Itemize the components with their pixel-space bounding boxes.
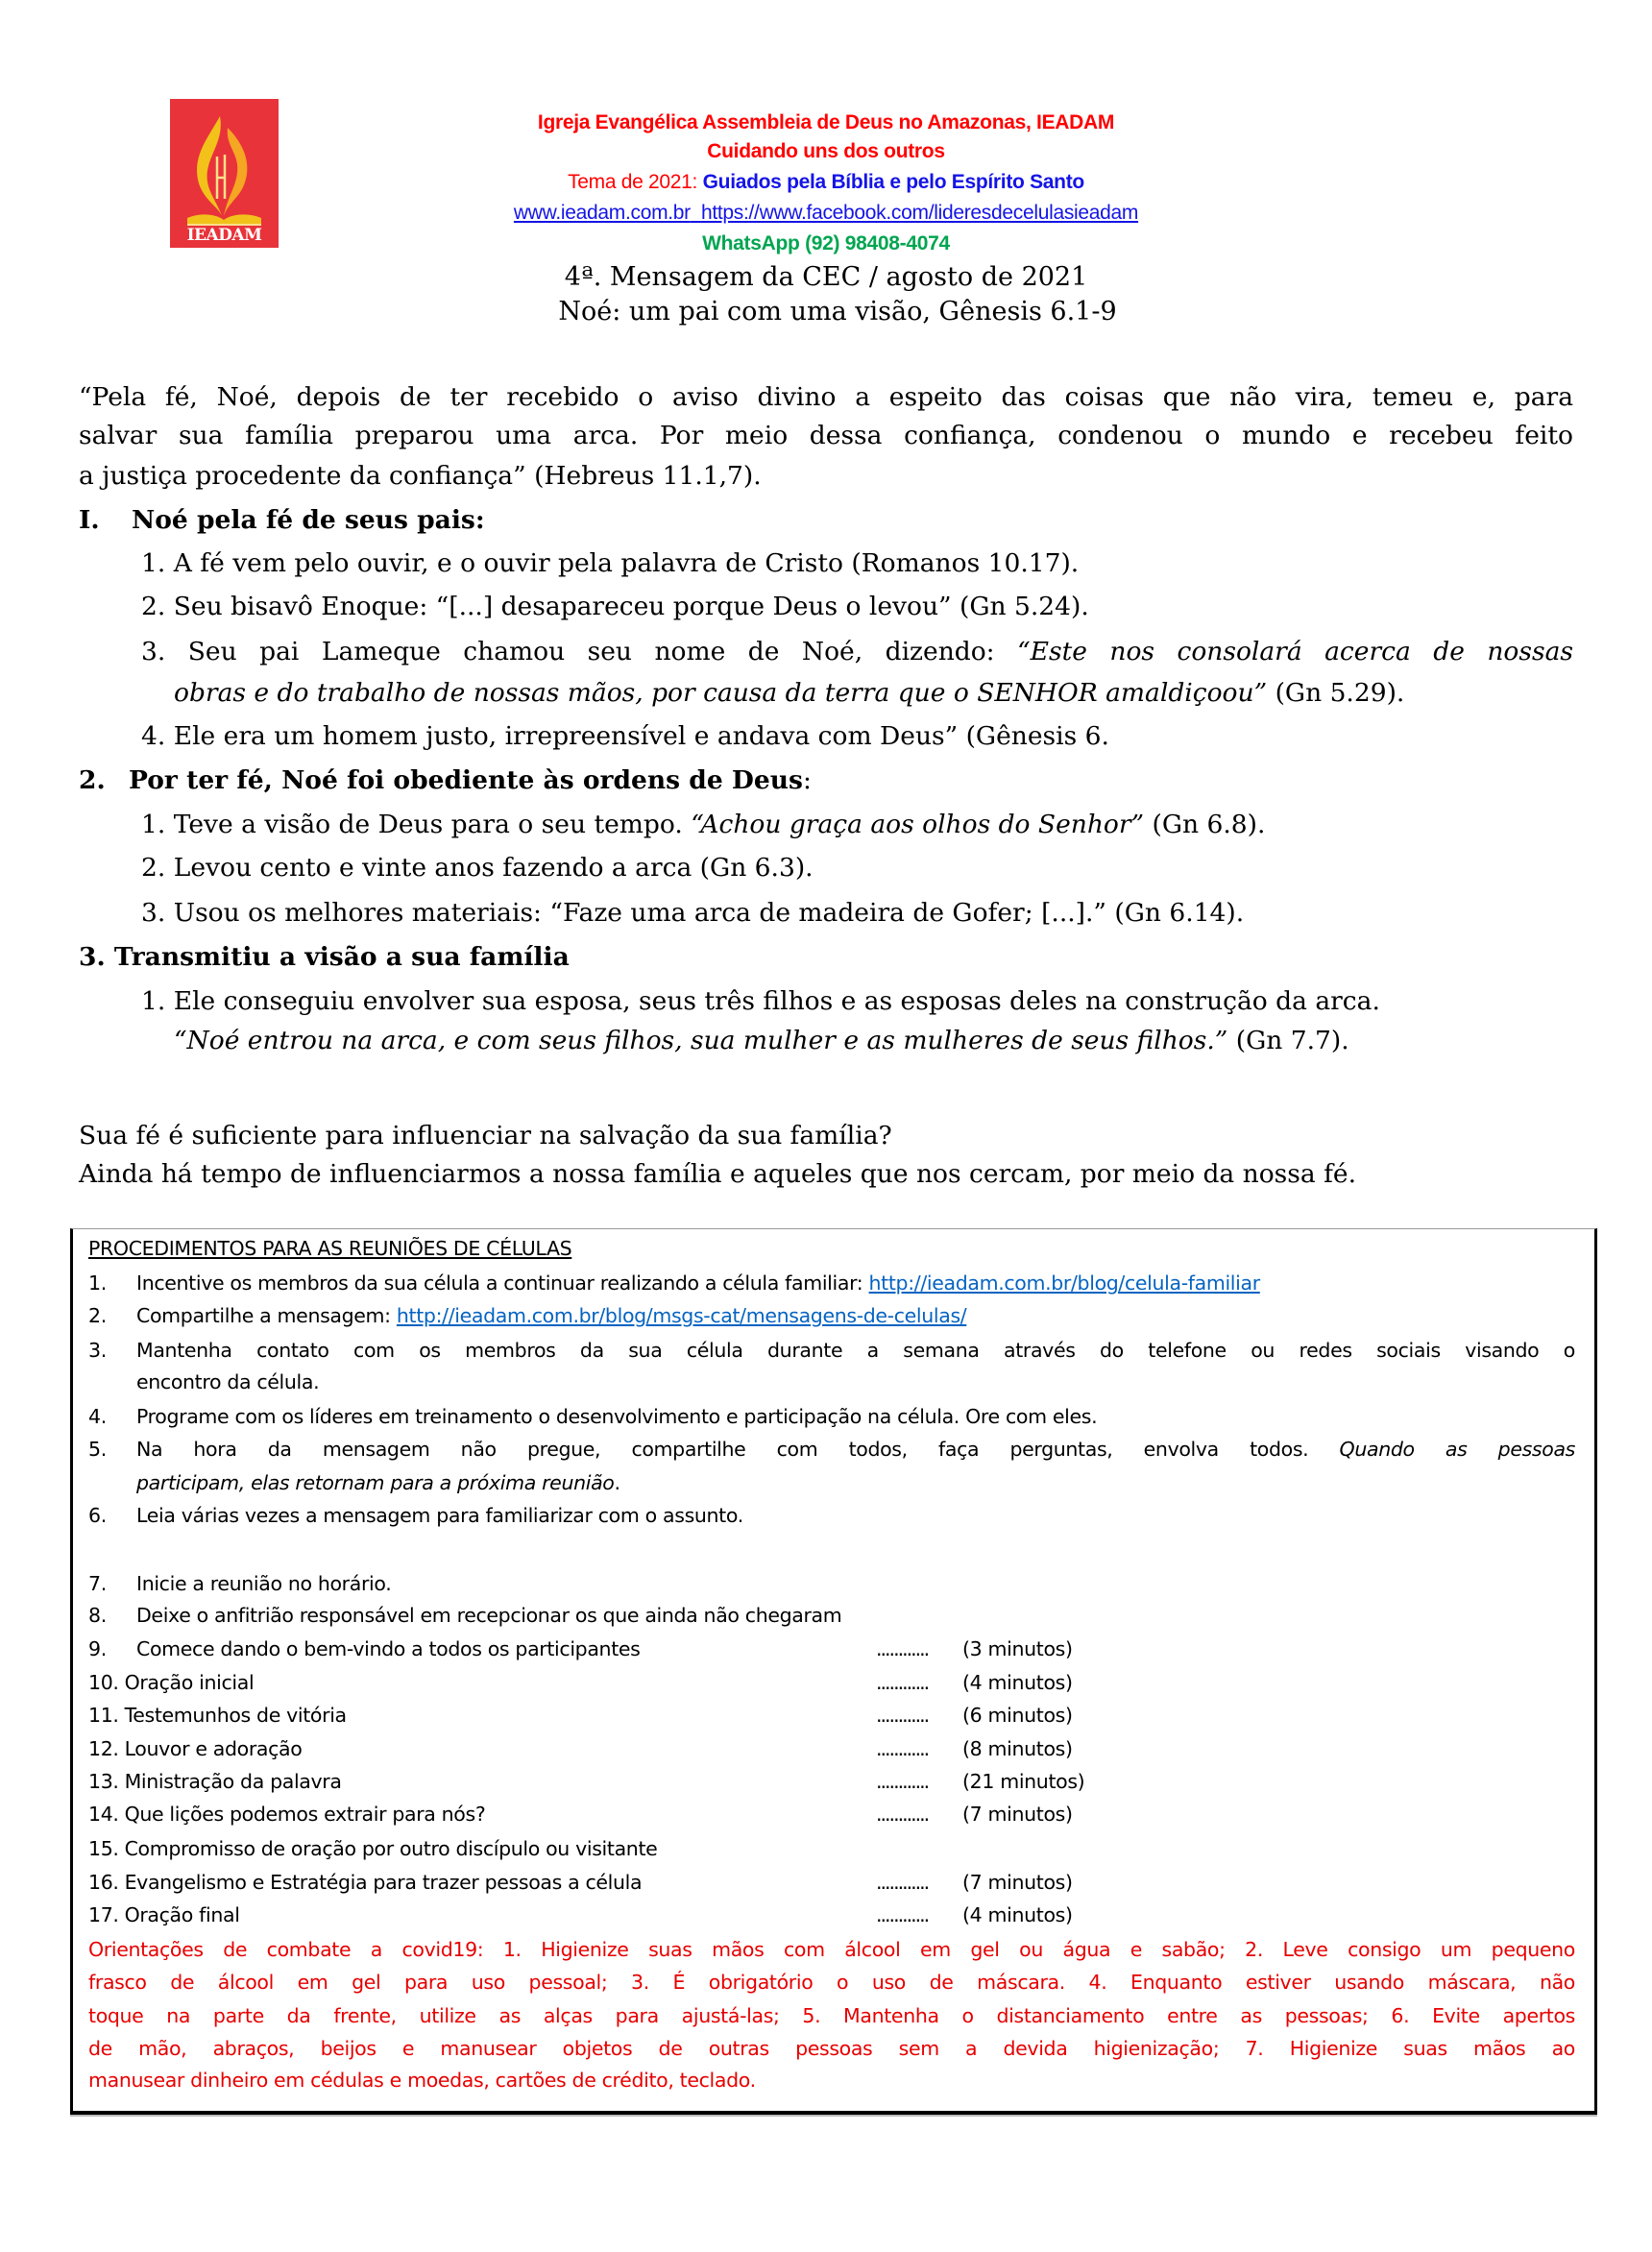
procedure-item-3-cont: encontro da célula.: [136, 1370, 320, 1393]
leader-dots: ............: [876, 1770, 929, 1793]
item-number: 13.: [88, 1770, 119, 1793]
item-text: Na hora da mensagem não pregue, compartilhe com todos, faça perguntas, envolva todos.: [136, 1438, 1340, 1461]
item-text: Evangelismo e Estratégia para trazer pessoas a célula: [124, 1871, 643, 1894]
section-2-item-1: [141, 805, 1265, 844]
item-text: Ele conseguiu envolver sua esposa, seus três filhos e as esposas deles na construção da arca.: [173, 986, 1380, 1016]
item-number: 1.: [141, 986, 166, 1016]
schedule-row: [88, 1567, 1529, 1600]
section-1-item-3-cont: [174, 673, 1404, 713]
section-2-item-3: [141, 893, 1244, 932]
item-text: Usou os melhores materiais: “Faze uma arca de madeira de Gofer; [...].” (Gn 6.14).: [173, 898, 1245, 928]
item-text: Oração inicial: [124, 1671, 255, 1694]
item-italic: Quando as pessoas: [1339, 1438, 1575, 1461]
section-3-heading: [79, 937, 570, 977]
section-2-colon: :: [802, 765, 812, 795]
procedure-item-2: [88, 1299, 966, 1332]
message-subtitle: Noé: um pai com uma visão, Gênesis 6.1-9: [558, 297, 1117, 327]
item-text: Seu pai Lameque chamou seu nome de Noé, dizendo:: [187, 637, 1018, 666]
procedure-item-1: [88, 1267, 1260, 1299]
schedule-row: [88, 1798, 1529, 1830]
intro-line-1: “Pela fé, Noé, depois de ter recebido o aviso divino a espeito das coisas que não vira, temeu e, para: [79, 382, 1573, 412]
duration: (8 minutos): [962, 1737, 1073, 1760]
section-3-title: Transmitiu a visão a sua família: [113, 942, 570, 972]
leader-dots: ............: [876, 1871, 929, 1894]
item-text: Incentive os membros da sua célula a continuar realizando a célula familiar:: [136, 1271, 869, 1295]
facebook-link[interactable]: https://www.facebook.com/lideresdecelulasieadam: [700, 202, 1139, 224]
schedule-row: [88, 1633, 1529, 1665]
covid-line-3: toque na parte da frente, utilize as alças para ajustá-las; 5. Mantenha o distanciamento entre as pessoas; 6. Evite apertos: [88, 2004, 1575, 2027]
procedure-item-4: [88, 1400, 1097, 1433]
item-number: 16.: [88, 1871, 119, 1894]
schedule-row: [88, 1732, 1529, 1765]
item-number: 14.: [88, 1803, 119, 1826]
item-number: 7.: [88, 1572, 107, 1595]
item-text: Programe com os líderes em treinamento o desenvolvimento e participação na célula. Ore com eles.: [136, 1405, 1098, 1428]
item-number: 3.: [141, 898, 166, 928]
procedure-item-6: [88, 1499, 743, 1532]
mensagens-link[interactable]: http://ieadam.com.br/blog/msgs-cat/mensagens-de-celulas/: [396, 1304, 967, 1327]
item-quote: “Noé entrou na arca, e com seus filhos, sua mulher e as mulheres de seus filhos.”: [174, 1026, 1228, 1055]
item-text: Que lições podemos extrair para nós?: [124, 1803, 486, 1826]
item-ref: (Gn 6.8).: [1144, 810, 1266, 839]
section-1-number: I.: [79, 505, 100, 535]
duration: (7 minutos): [962, 1803, 1073, 1826]
schedule-row: [88, 1599, 1529, 1632]
item-text: Mantenha contato com os membros da sua célula durante a semana através do telefone ou redes sociais visando o: [136, 1339, 1575, 1362]
celula-familiar-link[interactable]: http://ieadam.com.br/blog/celula-familiar: [868, 1271, 1260, 1295]
motto: Cuidando uns dos outros: [707, 140, 945, 162]
section-3-item-1-cont: [174, 1021, 1349, 1060]
item-text: Testemunhos de vitória: [124, 1704, 347, 1727]
schedule-row: [88, 1899, 1529, 1931]
leader-dots: ............: [876, 1737, 929, 1760]
item-text: Compartilhe a mensagem:: [136, 1304, 397, 1327]
item-ref: (Gn 5.29).: [1267, 678, 1405, 708]
section-2-item-2: [141, 848, 814, 887]
section-2-number: 2.: [79, 765, 106, 795]
schedule-row: [88, 1765, 1529, 1798]
closing-statement: Ainda há tempo de influenciarmos a nossa família e aqueles que nos cercam, por meio da nossa fé.: [79, 1159, 1357, 1189]
item-text: Seu bisavô Enoque: “[...] desapareceu porque Deus o levou” (Gn 5.24).: [173, 592, 1089, 621]
schedule-row: [88, 1699, 1529, 1731]
item-number: 12.: [88, 1737, 119, 1760]
theme-text: Guiados pela Bíblia e pelo Espírito Santo: [702, 171, 1084, 193]
section-1-title: Noé pela fé de seus pais:: [132, 505, 485, 535]
message-title: 4ª. Mensagem da CEC / agosto de 2021: [564, 262, 1088, 292]
item-text: Ministração da palavra: [124, 1770, 342, 1793]
leader-dots: ............: [876, 1803, 929, 1826]
item-number: 9.: [88, 1637, 107, 1660]
duration: (4 minutos): [962, 1671, 1073, 1694]
closing-question: Sua fé é suficiente para influenciar na salvação da sua família?: [79, 1121, 892, 1150]
item-text: Louvor e adoração: [124, 1737, 303, 1760]
procedure-item-3: [88, 1334, 1575, 1367]
item-number: 2.: [141, 853, 166, 883]
section-3-number: 3.: [79, 942, 106, 972]
covid-line-4: de mão, abraços, beijos e manusear objetos de outras pessoas sem a devida higienização; 7. Higienize suas mãos ao: [88, 2037, 1575, 2060]
item-quote-cont: obras e do trabalho de nossas mãos, por causa da terra que o SENHOR amaldiçoou”: [174, 678, 1268, 708]
intro-line-3: a justiça procedente da confiança” (Hebreus 11.1,7).: [79, 461, 762, 491]
leader-dots: ............: [876, 1903, 929, 1926]
section-1-item-3: [141, 632, 1573, 671]
section-3-item-1: [141, 981, 1380, 1021]
item-number: 3.: [88, 1339, 107, 1362]
section-2-title: Por ter fé, Noé foi obediente às ordens de Deus: [129, 765, 803, 795]
item-text: Ele era um homem justo, irrepreensível e andava com Deus” (Gênesis 6.: [173, 721, 1109, 751]
procedures-title: PROCEDIMENTOS PARA AS REUNIÕES DE CÉLULAS: [88, 1237, 572, 1260]
duration: (21 minutos): [962, 1770, 1085, 1793]
duration: (4 minutos): [962, 1903, 1073, 1926]
whatsapp: WhatsApp (92) 98408-4074: [702, 232, 950, 254]
item-number: 8.: [88, 1604, 107, 1627]
schedule-row: [88, 1832, 1529, 1865]
section-1-item-4: [141, 716, 1109, 756]
item-text: Comece dando o bem-vindo a todos os participantes: [136, 1637, 641, 1660]
ieadam-logo: [170, 99, 279, 248]
item-text: Teve a visão de Deus para o seu tempo.: [173, 810, 692, 839]
item-text: A fé vem pelo ouvir, e o ouvir pela palavra de Cristo (Romanos 10.17).: [173, 548, 1080, 578]
item-text: Oração final: [124, 1903, 240, 1926]
item-italic-cont: participam, elas retornam para a próxima reunião: [136, 1471, 615, 1494]
duration: (7 minutos): [962, 1871, 1073, 1894]
theme-line: [346, 168, 1306, 197]
leader-dots: ............: [876, 1637, 929, 1660]
item-number: 4.: [88, 1405, 107, 1428]
covid-line-1: Orientações de combate a covid19: 1. Higienize suas mãos com álcool em gel ou água e sabão; 2. Leve consigo um pequeno: [88, 1938, 1575, 1961]
covid-line-5: manusear dinheiro em cédulas e moedas, cartões de crédito, teclado.: [88, 2069, 756, 2092]
section-1-item-1: [141, 544, 1079, 583]
item-number: 1.: [88, 1271, 107, 1295]
item-number: 15.: [88, 1837, 119, 1860]
item-number: 10.: [88, 1671, 119, 1694]
theme-prefix: Tema de 2021:: [568, 171, 703, 193]
item-number: 1.: [141, 548, 166, 578]
item-number: 2.: [88, 1304, 107, 1327]
section-2-heading: [79, 761, 812, 800]
church-name: Igreja Evangélica Assembleia de Deus no Amazonas, IEADAM: [537, 111, 1115, 133]
item-number: 2.: [141, 592, 166, 621]
item-text: Levou cento e vinte anos fazendo a arca (Gn 6.3).: [173, 853, 814, 883]
item-number: 5.: [88, 1438, 107, 1461]
section-1-item-2: [141, 587, 1089, 626]
duration: (6 minutos): [962, 1704, 1073, 1727]
item-text: Deixe o anfitrião responsável em recepcionar os que ainda não chegaram: [136, 1604, 842, 1627]
item-period: .: [614, 1471, 620, 1494]
schedule-row: [88, 1866, 1529, 1899]
item-number: 11.: [88, 1704, 119, 1727]
logo-label: IEADAM: [186, 226, 262, 245]
item-number: 6.: [88, 1504, 107, 1527]
website-link[interactable]: www.ieadam.com.br: [513, 202, 691, 224]
leader-dots: ............: [876, 1704, 929, 1727]
item-text: Inicie a reunião no horário.: [136, 1572, 392, 1595]
item-text: Compromisso de oração por outro discípulo ou visitante: [124, 1837, 658, 1860]
item-quote: “Achou graça aos olhos do Senhor”: [691, 810, 1145, 839]
item-text: Leia várias vezes a mensagem para familiarizar com o assunto.: [136, 1504, 743, 1527]
covid-line-2: frasco de álcool em gel para uso pessoal; 3. É obrigatório o uso de máscara. 4. Enquanto estiver usando máscara, não: [88, 1971, 1575, 1994]
item-number: 1.: [141, 810, 166, 839]
duration: (3 minutos): [962, 1637, 1073, 1660]
intro-line-2: salvar sua família preparou uma arca. Por meio dessa confiança, condenou o mundo e recebeu feito: [79, 421, 1573, 450]
links-line: [346, 199, 1306, 228]
item-number: 3.: [141, 637, 166, 666]
item-number: 4.: [141, 721, 166, 751]
item-ref: (Gn 7.7).: [1227, 1026, 1349, 1055]
procedure-item-5: [88, 1433, 1575, 1465]
section-1-heading: [79, 500, 485, 540]
procedure-item-5-cont: [136, 1466, 620, 1499]
leader-dots: ............: [876, 1671, 929, 1694]
item-quote: “Este nos consolará acerca de nossas: [1017, 637, 1573, 666]
item-number: 17.: [88, 1903, 119, 1926]
schedule-row: [88, 1666, 1529, 1699]
